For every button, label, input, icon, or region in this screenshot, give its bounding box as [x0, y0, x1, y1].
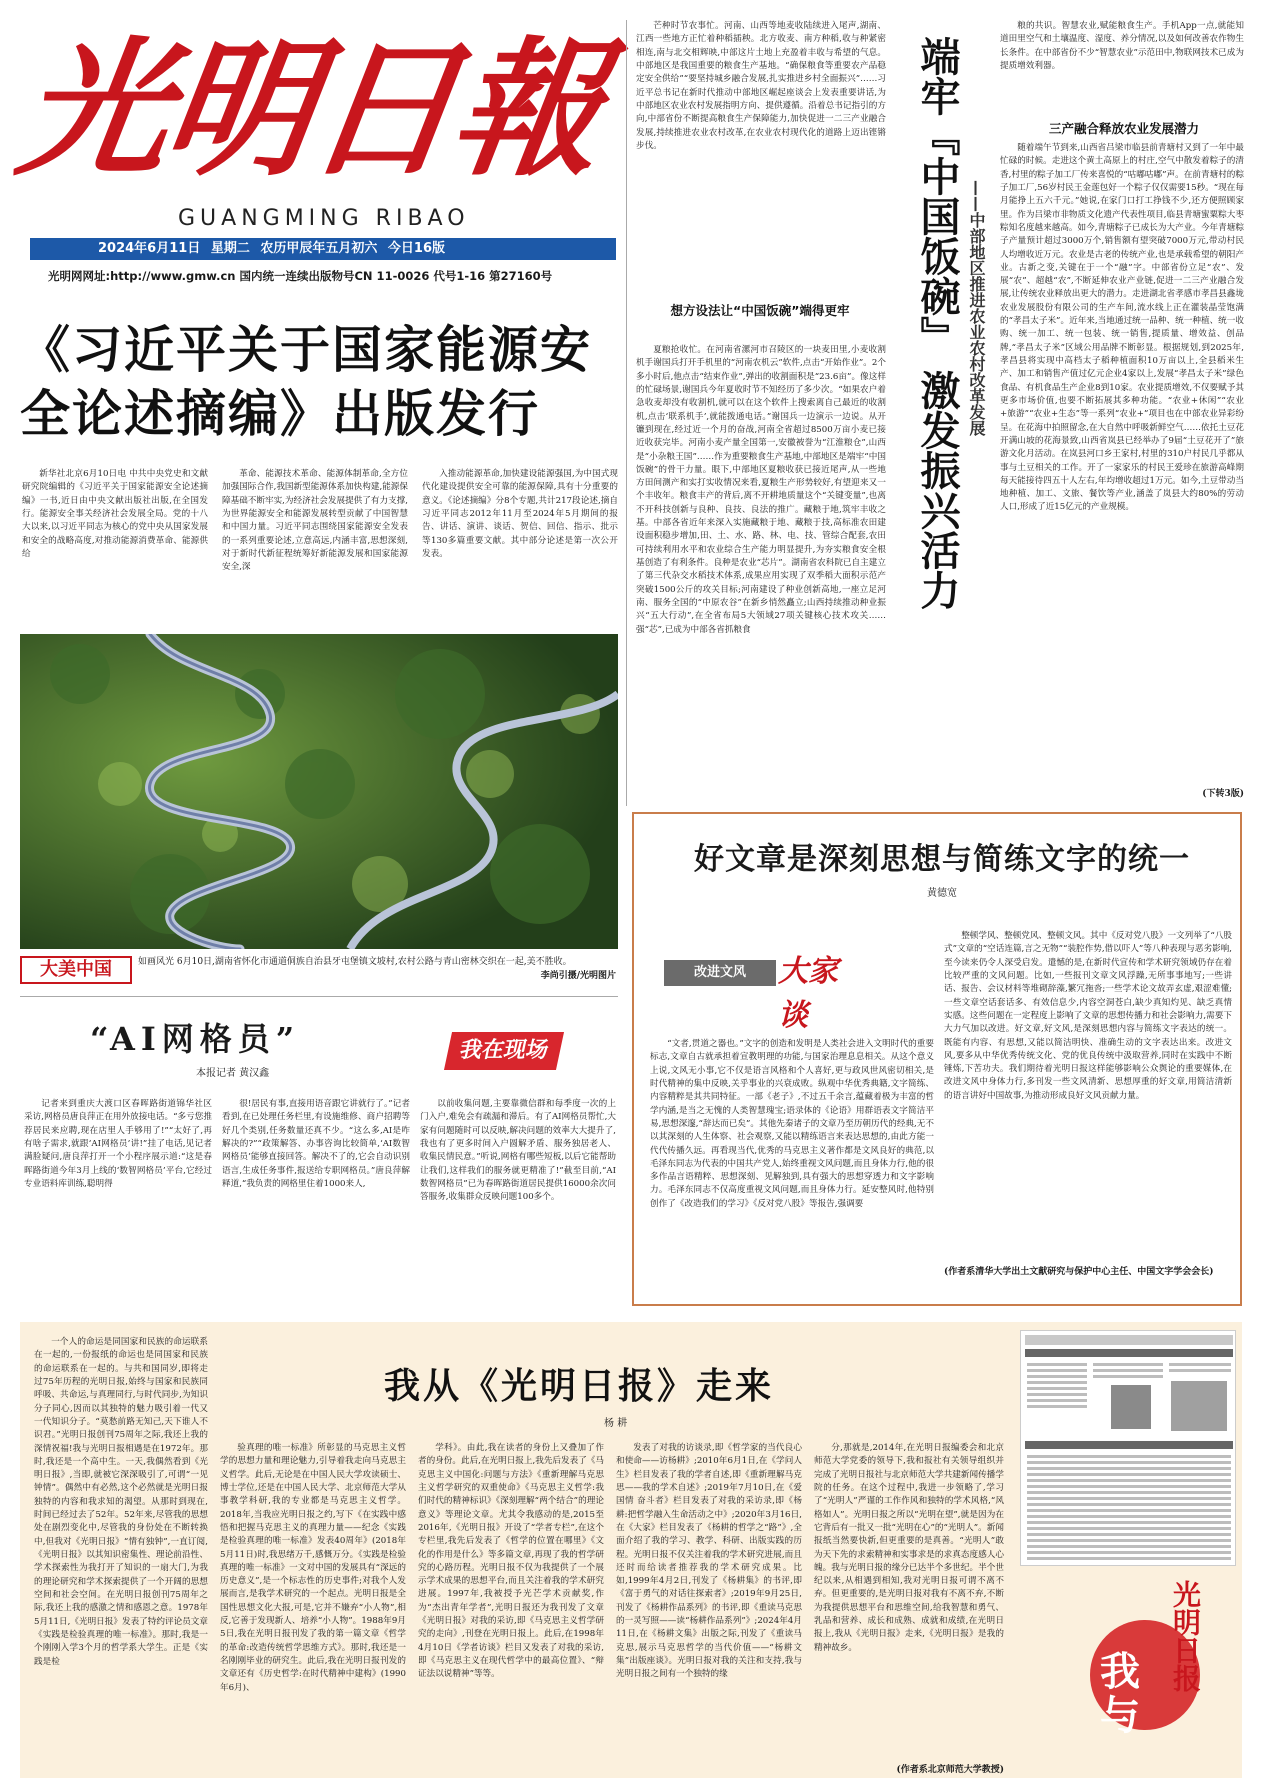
photo-caption: [20, 954, 618, 988]
photo-credit: 李尚引摄/光明图片: [540, 970, 616, 981]
caption-text: [138, 956, 616, 984]
grain-text-a-top: 芒种时节农事忙。河南、山西等地麦收陆续进入尾声,湖南、江西一些地方正忙着种稻插秧。北方收麦、南方种稻,收与种紧密相连,南与北交相辉映,中部这片土地上充盈着丰收与希望的气息。中部地区是我国重要的粮食生产基地。“确保粮食等重要农产品稳定安全供给”“要坚持城乡融合发展,扎实推进乡村全面振兴”……习近平总书记在新时代推动中部地区崛起座谈会上发表重要讲话,为中部地区农业农村发展指明方向、提供遵循。沿着总书记指引的方向,中部省份不断提高粮食生产保障能力,加快促进一二三产业融合发展,持续推进农业农村改革,在农业农村现代化的道路上迈出铿锵步伐。: [636, 21, 886, 151]
beautiful-china-tag[interactable]: 大美中国: [20, 956, 132, 984]
me-and-guangming-seal: [1080, 1580, 1230, 1739]
bottom-feature-title[interactable]: 我从《光明日报》走来: [384, 1366, 775, 1407]
lead-column-3: [422, 468, 618, 618]
publication-info: 光明网网址:http://www.gmw.cn 国内统一连续出版物号CN 11-0026 代号1-16 第27160号: [48, 269, 553, 283]
essay-column-seal: [654, 930, 864, 1033]
essay-column-2: [944, 930, 1232, 1260]
bottom-column-2: [220, 1442, 406, 1776]
seal-text-guangming: 光明日报: [1169, 1580, 1202, 1692]
bottom-column-1: [34, 1336, 208, 1776]
bottom-column-5: [814, 1442, 1004, 1760]
experts-talk-label: 大家谈: [778, 954, 838, 1033]
column-divider: [626, 20, 627, 806]
bottom-text-2: 验真理的唯一标准》所彰显的马克思主义哲学的思想力量和理论魅力,引导着我走向马克思主义哲学。此后,无论是在中国人民大学攻读硕士、博士学位,还是在中国人民大学、北京师范大学从事教学科研,我的专业都是马克思主义哲学。2018年,当我应光明日报之约,写下《在实践中感悟和把握马克思主义的真理力量——纪念《实践是检验真理的唯一标准》发表40周年》(2018年5月11日)时,我思绪万千,感慨万分。《实践是检验真理的唯一标准》一文对中国的发展具有“深远的历史意义”,是一个标志性的历史事件;对我个人发展而言,是我学术研究的一个起点。光明日报是全国性思想文化大报,可是,它并不嫌弃“小人物”,相反,它善于发现新人、培养“小人物”。1988年9月5日,我在光明日报刊发了我的第一篇文章《哲学的革命:改造传统哲学思维方式》。那时,我还是一名刚刚毕业的研究生。此后,我在光明日报刊发的文章还有《历史哲学:在时代精神中建构》(1990年6月)、: [220, 1443, 406, 1693]
grain-subhead-1[interactable]: 想方设法让“中国饭碗”端得更牢: [670, 303, 850, 318]
essay-text-2: 整顿学风、整顿党风、整顿文风。其中《反对党八股》一文列举了“八股式”文章的“空话连篇,言之无物”“装腔作势,借以吓人”等八种表现与恶劣影响,至今读来仍令人深受启发。遣憾的是,在新时代宣传和学术研究领域仍存在着比较严重的文风问题。比如,一些报刊文章文风浮躁,无所事事地写;一些讲话、报告、会议材料等堆砌辞藻,繁冗拖沓;一些学术论文故弄玄虚,艰涩难懂;一些文章空话套话多、有效信息少,内容空洞苍白,缺少真知灼见、缺乏真情实感。这些问题在一定程度上影响了文章的思想传播力和社会影响力,需要下大力气加以改进。好文章,好文风,是深刻思想内容与简练文字表达的统一。既能有内容、有思想,又能以简洁明快、准确生动的文字表达出来。改进文风,要多从中华优秀传统文化、党的优良传统中汲取营养,同时在实践中不断锤炼,下苦功夫。我们期待着光明日报这样能够影响公众舆论的重要媒体,在改进文风中身体力行,多刊发一些文风清新、思想厚重的好文章,用简洁清新的语言讲好中国故事,为推动形成良好文风贡献力量。: [944, 931, 1232, 1101]
lead-text-2: 革命、能源技术革命、能源体制革命,全方位加强国际合作,我国新型能源体系加快构建,能源保障基础不断牢实,为经济社会发展提供了有力支撑,为世界能源安全和能源发展转型贡献了中国智慧和中国力量。习近平同志围绕国家能源安全发表的一系列重要论述,立意高远,内涵丰富,思想深刻,对于新时代新征程统筹好新能源发展和国家能源安全,深: [222, 469, 408, 573]
newspaper-page-icon: [1021, 1331, 1236, 1566]
ai-text-3: 以前收集问题,主要靠微信群和每季度一次的上门入户,难免会有疏漏和滞后。有了AI网格员帮忙,大家有问题随时可以反映,解决问题的效率大大提升了,我也有了更多时间入户圆解矛盾、服务独居老人、收集民情民意。”听说,网格有哪些短板,以后它能帮助让我们,这样我们的服务就更精准了!”截至目前,“AI数智网格员”已为春晖路街道居民提供16000余次问答服务,收集群众反映问题100多个。: [420, 1099, 616, 1203]
grain-column-a-bottom: [636, 344, 886, 806]
ai-article-title[interactable]: “AI网格员”: [90, 1020, 301, 1058]
newspaper-thumbnail: [1020, 1330, 1236, 1566]
grain-vertical-subtitle: ——中部地区推进农业农村改革发展: [967, 180, 986, 436]
grain-vertical-headline[interactable]: 端牢『中国饭碗』 激发振兴活力: [914, 36, 960, 610]
ai-text-2: 很!居民有事,直接用语音跟它讲就行了。”记者看到,在已处理任务栏里,有设施维修、商户招聘等好几个类别,任务数量还真不少。“这么多,AI是咋解决的?”“政策解答、办事咨询比较简单,‘AI数智网格员’能够直接回答。解决不了的,它会自动识别语言,生成任务事件,报送给专职网格员。”唐良萍解释道,“我负责的网格里住着1000来人,: [222, 1099, 410, 1189]
ai-column-1: [24, 1098, 212, 1302]
dateline-bar: 2024年6月11日 星期二 农历甲辰年五月初六 今日16版: [30, 238, 616, 260]
grain-subhead-2[interactable]: 三产融合释放农业发展潜力: [1048, 121, 1199, 136]
grain-column-b-bottom: [1000, 142, 1244, 782]
masthead-logo: 光明日報: [9, 22, 611, 196]
bottom-text-1: 一个人的命运是同国家和民族的命运联系在一起的,一份报纸的命运也是同国家和民族的命运联系在一起的。与共和国同岁,即将走过75年历程的光明日报,始终与国家和民族同呼吸、共命运,与真理同行,与时代同步,为知识分子同心,因而以其独特的魅力吸引着一代又一代知识分子。“莫愁前路无知己,天下谁人不识君。”光明日报创刊75周年之际,我还上我的深情祝福!我与光明日报相遇是在1972年。那时,我还是一个高中生。一天,我偶然看到《光明日报》,当即,就被它深深吸引了,可谓“一见钟情”。偶然中有必然,这个必然就是光明日报独特的内容和我求知的渴望。从那时到现在,时间已经过去了52年。52年来,尽管我的思想处在剧烈变化中,尽管我的身份处在不断转换中,但我对《光明日报》“情有独钟”,一直订阅,《光明日报》以其知识密集性、理论前沿性、学术探索性为我打开了知识的一扇大门,为我的理论研究和学术探索提供了一个开阔的思想空间和社会空间。在光明日报创刊75周年之际,我还上我的感激之情和感恩之意。1978年5月11日,《光明日报》发表了特约评论员文章《实践是检验真理的唯一标准》。那时,我是一个刚刚入学3个月的哲学系大学生。正是《实践是检: [34, 1337, 208, 1667]
essay-column-1: [650, 1038, 934, 1296]
mountain-road-photo: [20, 634, 618, 949]
section-divider: [20, 996, 618, 997]
continue-note[interactable]: (下转3版): [1202, 789, 1244, 799]
grain-column-a-top: [636, 20, 886, 298]
lead-text-3: 入推动能源革命,加快建设能源强国,为中国式现代化建设提供安全可靠的能源保障,具有十分重要的意义。《论述摘编》分8个专题,共计217段论述,摘自习近平同志2012年11月至2024年5月期间的报告、讲话、演讲、谈话、贺信、回信、指示、批示等130多篇重要文献。其中部分论述是第一次公开发表。: [422, 469, 618, 559]
bottom-column-3: [418, 1442, 604, 1776]
essay-byline: 黄德宽: [927, 888, 957, 899]
lead-column-1: [22, 468, 208, 618]
grain-text-b-top: 粮的共识。智慧农业,赋能粮食生产。手机App一点,就能知道田里空气和土壤温度、湿度、养分情况,以及如何改善农作物生长条件。在中部省份不少“智慧农业”示范田中,物联网技术已成为提质增效利器。: [1000, 21, 1244, 71]
ai-article-byline: 本报记者 黄汉鑫: [196, 1068, 270, 1079]
bottom-author-note: (作者系北京师范大学教授): [896, 1765, 1004, 1775]
bottom-feature-byline: 杨 耕: [604, 1418, 628, 1429]
ai-text-1: 记者来到重庆大渡口区春晖路街道锦华社区采访,网格员唐良萍正在用外放接电话。“多亏您推荐居民来应聘,现在店里人手够用了!”“太好了,再有啥子需求,就跟‘AI网格员’讲!”挂了电话,见记者满脸疑问,唐良萍打开一个小程序展示道:“这是春晖路街道今年3月上线的‘数智网格员’平台,它经过专业语料库训练,聪明得: [24, 1099, 212, 1189]
ai-column-3: [420, 1098, 616, 1302]
lead-text-1: 新华社北京6月10日电 中共中央党史和文献研究院编辑的《习近平关于国家能源安全论述摘编》一书,近日由中央文献出版社出版,在全国发行。能源安全事关经济社会发展全局。党的十八大以来,以习近平同志为核心的党中央从国家发展和安全的战略高度,对推动能源消费革命、能源供给: [22, 469, 208, 559]
caption-body: 如画风光 6月10日,湖南省怀化市通道侗族自治县牙屯堡镇文坡村,农村公路与青山密林交织在一起,美不胜收。: [138, 957, 572, 967]
lead-column-2: [222, 468, 408, 618]
essay-title[interactable]: 好文章是深刻思想与简练文字的统一: [694, 842, 1190, 877]
grain-text-b-bottom: 随着端午节到来,山西省吕梁市临县前青塘村又到了一年中最忙碌的时候。走进这个黄土高原上的村庄,空气中散发着粽子的清香,村里的粽子加工厂传来喜悦的“咕嘟咕嘟”声。在前青塘村的粽子加工厂,56岁村民王金莲包好一个粽子仅仅需要15秒。“现在每月能挣上五六千元。”她说,在家门口打工挣钱不少,还方便照顾家里。作为吕梁市非物质文化遗产代表性项目,临县青塘蜜粟粽大枣粽知名度越来越高。如今,青塘粽子已成长为大产业。今年青塘粽子产量预计超过3000万个,销售额有望突破7000万元,带动村民人均增收近万元。农业是古老的传统产业,也是承载希望的朝阳产业。古新之变,关键在于一个“融”字。中部省份立足“农”、发展“农”、超越“农”,不断延伸农业产业链,促进一二三产业融合发展,让传统农业释放出更大的潜力。走进湖北省孝感市孝昌县鑫垅农业发展股份有限公司的生产车间,流水线上正在灌装晶莹饱满的“孝昌太子米”。近年来,当地通过统一品种、统一种植、统一收购、统一加工、统一包装、统一销售,提质量、增效益、创品牌,“孝昌太子米”区域公用品牌不断彰显。根据规划,到2025年,孝昌县将实现中高档太子稻种植面积10万亩以上,全县稻米生产、加工和销售产值过亿元企业4家以上,发展“孝昌太子米”绿色食品、有机食品生产企业8到10家。农业提质增效,不仅要赋予其更多市场价值,也要不断拓展其多种功能。“农业+休闲”“农业+旅游”“农业+生态”等一系列“农业+”项目也在中部农业异彩纷呈。在花海中拍照留念,在大自然中呼吸新鲜空气……依托土豆花开满山坡的花海景致,山西省岚县已经举办了9届“土豆花开了”旅游文化月活动。在岚县河口乡王家村,村里的310户村民几乎都从事与土豆相关的工作。开了一家家乐的村民王爱珍在旅游高峰期每天能接待四五十人左右,年均增收超过1万元。如今,土豆带动当地种植、加工、文旅、餐饮等产业,涵盖了岚县大约80%的劳动人口,形成了近15亿元的产业规模。: [1000, 143, 1244, 513]
ai-column-2: [222, 1098, 410, 1302]
grain-column-b-top: [1000, 20, 1244, 116]
essay-text-1: “文者,贯道之器也。”文字的创造和发明是人类社会进入文明时代的重要标志,文章自古就承担着宣教明理的功能,与国家治理息息相关。从这个意义上说,文风无小事,它不仅是语言风格和个人喜好,更与政风世风密切相关,是时代精神的集中反映,关乎事业的兴衰成败。纵观中华优秀典籍,文字简练、内容精粹是其共同特征。一部《老子》,不过五千余言,蕴藏着极为丰富的哲学内涵,是当之无愧的人类智慧瑰宝;语录体的《论语》用群语表文字简洁平易,思想深邃,“辞达而已矣”。其他先秦诸子的文章乃至历朝历代的经典,无不以其深刻的人生体察、社会观察,又能以精练语言来表达思想的,由此方能一代代传播久远。再看现当代,优秀的马克思主义著作都是文风良好的典范,以毛泽东同志为代表的中国共产党人,始终重视文风问题,而且身体力行,他的很多作品言语精粹、思想深刻、见解独到,具有强大的思想穿透力和文字影响力。毛泽东同志不仅高度重视文风问题,而且身体力行。延安整风时,他特别创作了《改造我们的学习》《反对党八股》等报告,强调要: [650, 1039, 934, 1209]
bottom-text-4: 发表了对我的访谈录,即《哲学家的当代良心和使命——访杨耕》;2010年6月1日,在《学问人生》栏目发表了我的学者自述,即《重新理解马克思——我的学术自述》;2019年7月10日,在《爱国情 奋斗者》栏目发表了对我的采访录,即《杨耕:把哲学融入生命活动之中》;2020年3月16日,在《大家》栏目发表了《杨耕的哲学之“路”》,全面介绍了我的学习、教学、科研、出版实践的历程。光明日报不仅关注着我的学术研究进展,而且还时而给读者推荐我的学术研究成果。比如,1999年4月2日,刊发了《杨耕集》的书评,即《富于勇气的对话往探索者》;2019年9月25日,刊发了《杨耕作品系列》的书评,即《重读马克思的一灵写照——读“杨耕作品系列”》;2024年4月11日,在《杨耕文集》出版之际,刊发了《重读马克思,展示马克思哲学的当代价值——“杨耕文集”出版座谈》。光明日报对我的关注和支持,我与光明日报之间有一个独特的缘: [616, 1443, 802, 1680]
lead-headline[interactable]: 《习近平关于国家能源安全论述摘编》出版发行: [20, 321, 592, 443]
bottom-text-3: 学科》。由此,我在读者的身份上又叠加了作者的身份。此后,在光明日报上,我先后发表了《马克思主义中国化:问题与方法》《重新理解马克思主义哲学研究的双重使命》《马克思主义哲学:我们时代的精神标识》《深刻理解“两个结合”的理论意义》等理论文章。尤其令我感动的是,2015至2016年,《光明日报》开设了“学者专栏”,在这个专栏里,我先后发表了《哲学的位置在哪里》《文化的作用是什么》等多篇文章,再现了我的哲学研究的心路历程。光明日报不仅为我提供了一个展示学术成果的思想平台,而且关注着我的学术研究进展。1997年,我被授予光芒学术贡献奖,作为“杰出青年学者”,光明日报还为我刊发了文章《光明日报》对我的采访,即《马克思主义哲学研究的走向》,刊登在光明日报上。此后,在1998年4月10日《学者访谈》栏目又发表了对我的采访,即《马克思主义在现代哲学中的最高位置》、“辩证法以说精神”等等。: [418, 1443, 604, 1680]
on-site-tag[interactable]: 我在现场: [444, 1032, 564, 1070]
seal-text-me: 我与: [1100, 1649, 1140, 1739]
improve-style-tag[interactable]: 改进文风: [664, 960, 776, 986]
mountain-road-illustration: [20, 634, 618, 949]
essay-author-note: (作者系清华大学出土文献研究与保护中心主任、中国文字学会会长): [944, 1267, 1214, 1277]
bottom-column-4: [616, 1442, 802, 1776]
bottom-text-5: 分,那就是,2014年,在光明日报编委会和北京师范大学党委的领导下,我和报社有关领导组织并完成了光明日报社与北京师范大学共建新闻传播学院的任务。在这个过程中,我进一步领略了,学习了“光明人”严谨的工作作风和独特的学术风格,“风格如人”。光明日报之所以“光明在望”,就是因为在它背后有一批又一批“光明在心”的“光明人”。新闻报纸当然要快新,但更重要的是真善。“光明人”敢为天下先的求索精神和实事求是的求真态度感人心魄。我与光明日报的缘分已达半个多世纪。半个世纪以来,从相遇到相知,我对光明日报可谓不离不弃。但更重要的,是光明日报对我有不离不弃,不断为我提供思想平台和思维空间,给我智慧和勇气、乳品和营养、成长和成熟、成就和成绩,在光明日报上,我从《光明日报》走来,《光明日报》是我的精神故乡。: [814, 1443, 1004, 1653]
grain-text-a-bottom: 夏粮抢收忙。在河南省漯河市召陵区的一块麦田里,小麦收割机手谢国兵打开手机里的“河南农机云”软件,点击“开始作业”。2个多小时后,他点击“结束作业”,弹出的收割面积是“23.6亩”。像这样的忙碌场景,谢国兵今年夏收时节不知经历了多少次。“如果农户着急收麦却没有收割机,就可以在这个软件上搜索离自己最近的收割机,点击‘联系机手’,就能拨通电话。”谢国兵一边演示一边说。从开镰到现在,经过近一个月的奋战,河南全省超过8500万亩小麦已接近收获完毕。河南小麦产量全国第一,安徽被誉为“江淮粮仓”,山西是“小杂粮王国”……作为重要粮食生产基地,中部地区是端牢“中国饭碗”的骨干力量。眼下,中部地区夏粮收获已接近尾声,从一些地方田间测产和实打实收情况来看,夏粮生产形势较好,有望迎来又一个丰收年。粮食丰产的背后,离不开耕地质量这个“关键变量”,也离不开科技创新与良种、良技、良法的推广。藏粮于地,筑牢丰收之基。中部各省近年来深入实施藏粮于地、藏粮于技,高标准农田建设面积稳步增加,田、土、水、路、林、电、技、管综合配套,农田可持续利用水平和农业综合生产能力明显提升,为夯实粮食安全根基创造了有利条件。良种是农业“芯片”。湖南省农科院已自主建立了第三代杂交水稻技术体系,成果应用实现了双季稻大面积示范产突破1500公斤的攻关目标;河南建设了种业创新高地,一座立足河南、服务全国的“中原农谷”在新乡悄然矗立;山西持续推动种业振兴“五大行动”,在全省布局5大领域27项关键核心技术攻关……强“芯”,已成为中部各省抓粮食: [636, 345, 886, 635]
masthead-pinyin: GUANGMING RIBAO: [178, 206, 470, 231]
